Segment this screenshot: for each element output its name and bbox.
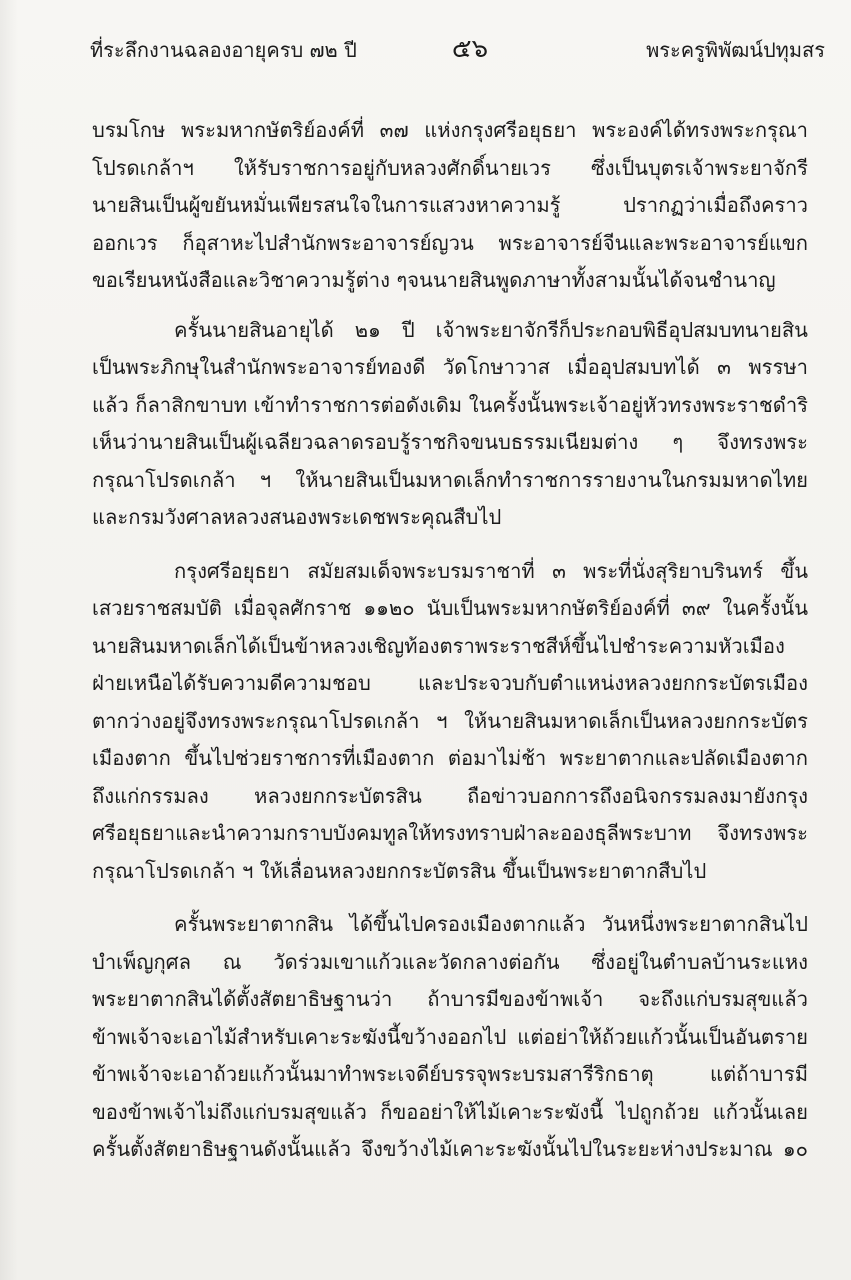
text-line: กรุณาโปรดเกล้า ฯ ให้เลื่อนหลวงยกกระบัตรสิน ขึ้นเป็นพระยาตากสืบไป [92,858,707,883]
text-line: และกรมวังศาลหลวงสนองพระเดชพระคุณสืบไป [92,505,502,529]
page-number: ๕๖ [451,34,489,64]
paragraph-gap [92,890,808,906]
text-line: เมืองตาก ขึ้นไปช่วยราชการที่เมืองตาก ต่อมาไม่ช้า พระยาตากและปลัดเมืองตาก [92,746,808,770]
text-line: ขอเรียนหนังสือและวิชาความรู้ต่าง ๆจนนายสินพูดภาษาทั้งสามนั้นได้จนชำนาญ [92,268,776,292]
text-line: โปรดเกล้าฯ ให้รับราชการอยู่กับหลวงศักดิ์นายเวร ซึ่งเป็นบุตรเจ้าพระยาจักรี [92,155,808,180]
text-line: ครั้นนายสินอายุได้ ๒๑ ปี เจ้าพระยาจักรีก็ประกอบพิธีอุปสมบทนายสิน [174,317,808,342]
paragraph-gap [92,300,808,312]
header-book-title: ที่ระลึกงานฉลองอายุครบ ๗๒ ปี [90,38,357,62]
text-line: กรุณาโปรดเกล้า ฯ ให้นายสินเป็นมหาดเล็กทำราชการรายงานในกรมมหาดไทย [92,467,808,492]
text-line: ครั้นตั้งสัตยาธิษฐานดังนั้นแล้ว จึงขว้างไม้เคาะระฆังนั้นไปในระยะห่างประมาณ ๑๐ [92,1137,808,1161]
text-line: ออกเวร ก็อุสาหะไปสำนักพระอาจารย์ญวน พระอาจารย์จีนและพระอาจารย์แขก [92,230,808,255]
paragraph [92,312,808,537]
paragraph [92,112,808,300]
text-line: เป็นพระภิกษุในสำนักพระอาจารย์ทองดี วัดโกษาวาส เมื่ออุปสมบทได้ ๓ พรรษา [92,355,808,379]
text-line: ข้าพเจ้าจะเอาถ้วยแก้วนั้นมาทำพระเจดีย์บรรจุพระบรมสารีริกธาตุ แต่ถ้าบารมี [92,1062,808,1086]
body-text [92,112,808,1169]
text-line: แล้ว ก็ลาสิกขาบท เข้าทำราชการต่อดังเดิม ในครั้งนั้นพระเจ้าอยู่หัวทรงพระราชดำริ [92,392,808,417]
text-line: ข้าพเจ้าจะเอาไม้สำหรับเคาะระฆังนี้ขว้างออกไป แต่อย่าให้ถ้วยแก้วนั้นเป็นอันตราย [92,1024,808,1049]
header-person-name: พระครูพิพัฒน์ปทุมสร [646,38,825,62]
text-line: ถึงแก่กรรมลง หลวงยกกระบัตรสิน ถือข่าวบอกการถึงอนิจกรรมลงมายังกรุง [92,783,808,808]
text-line: ศรีอยุธยาและนำความกราบบังคมทูลให้ทรงทราบฝ่าละอองธุลีพระบาท จึงทรงพระ [92,821,808,845]
text-line: บรมโกษ พระมหากษัตริย์องค์ที่ ๓๗ แห่งกรุงศรีอยุธยา พระองค์ได้ทรงพระกรุณา [92,118,808,142]
text-line: พระยาตากสินได้ตั้งสัตยาธิษฐานว่า ถ้าบารมีของข้าพเจ้า จะถึงแก่บรมสุขแล้ว [92,987,808,1011]
running-header [90,34,825,64]
paragraph [92,553,808,891]
text-line: กรุงศรีอยุธยา สมัยสมเด็จพระบรมราชาที่ ๓ พระที่นั่งสุริยาบรินทร์ ขึ้น [174,558,808,583]
text-line: นายสินมหาดเล็กได้เป็นข้าหลวงเชิญท้องตราพระราชสีห์ขึ้นไปชำระความหัวเมือง [92,633,785,658]
text-line: ของข้าพเจ้าไม่ถึงแก่บรมสุขแล้ว ก็ขออย่าให้ไม้เคาะระฆังนี้ ไปถูกถ้วย แก้วนั้นเลย [92,1099,808,1124]
text-line: ครั้นพระยาตากสิน ได้ขึ้นไปครองเมืองตากแล้ว วันหนึ่งพระยาตากสินไป [174,912,808,936]
paragraph [92,906,808,1169]
text-line: เห็นว่านายสินเป็นผู้เฉลียวฉลาดรอบรู้ราชกิจขนบธรรมเนียมต่าง ๆ จึงทรงพระ [92,430,808,454]
text-line: ตากว่างอยู่จึงทรงพระกรุณาโปรดเกล้า ฯ ให้นายสินมหาดเล็กเป็นหลวงยกกระบัตร [92,708,808,733]
text-line: นายสินเป็นผู้ขยันหมั่นเพียรสนใจในการแสวงหาความรู้ ปรากฏว่าเมื่อถึงคราว [92,193,808,217]
paragraph-gap [92,537,808,553]
text-line: บำเพ็ญกุศล ณ วัดร่วมเขาแก้วและวัดกลางต่อกัน ซึ่งอยู่ในตำบลบ้านระแหง [92,949,808,974]
text-line: ฝ่ายเหนือได้รับความดีความชอบ และประจวบกับตำแหน่งหลวงยกกระบัตรเมือง [92,671,808,695]
text-line: เสวยราชสมบัติ เมื่อจุลศักราช ๑๑๒๐ นับเป็นพระมหากษัตริย์องค์ที่ ๓๙ ในครั้งนั้น [92,596,808,620]
